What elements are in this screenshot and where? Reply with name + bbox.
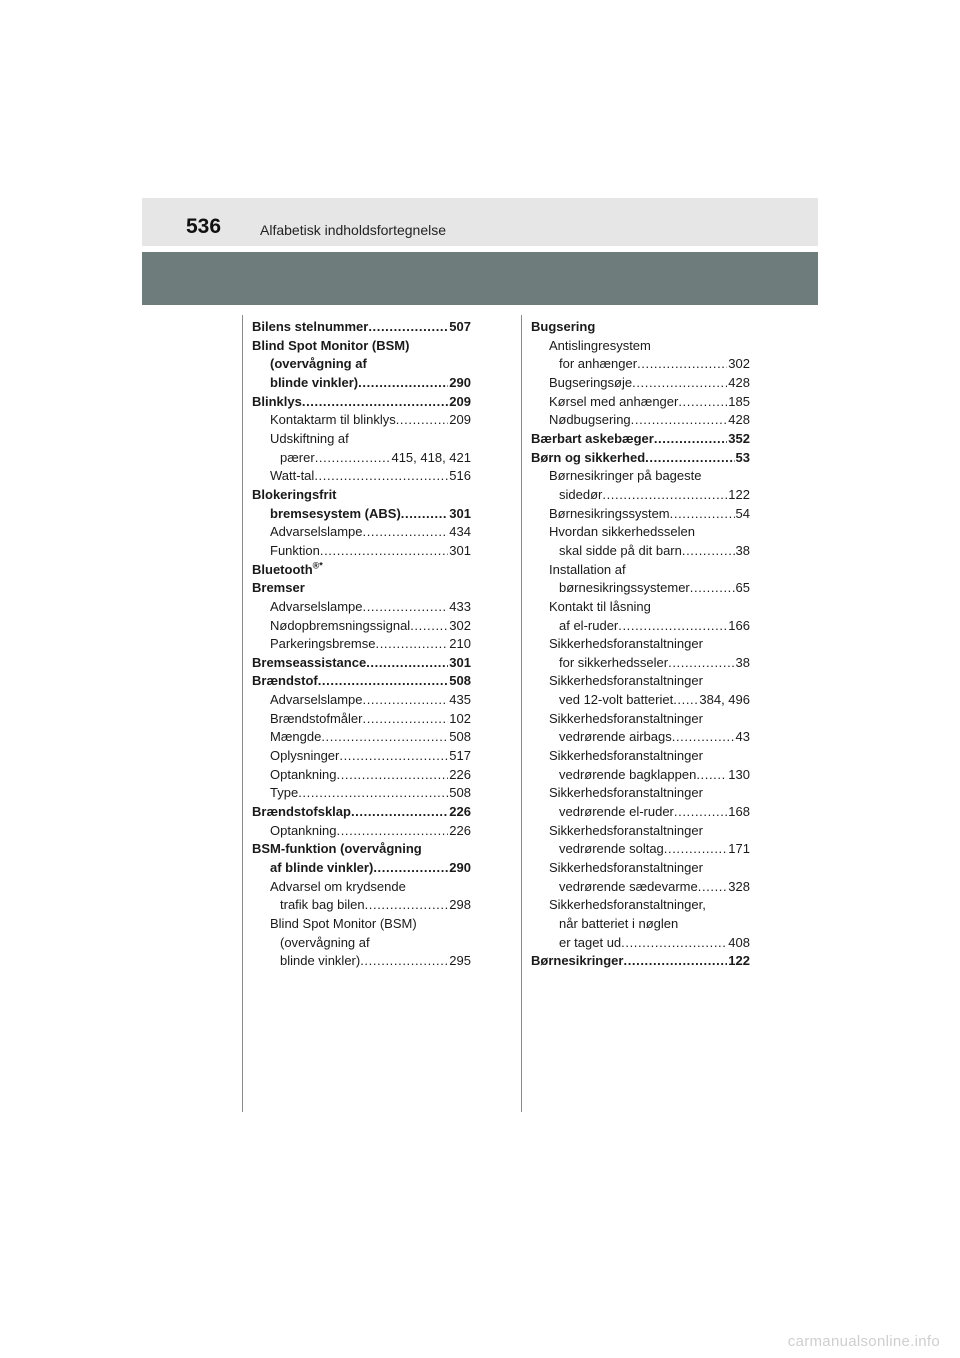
index-entry — [252, 505, 471, 524]
dot-leader — [623, 952, 727, 971]
index-entry — [531, 411, 750, 430]
index-entry — [252, 598, 471, 617]
index-entry-term: Bilens stelnummer — [252, 319, 369, 334]
index-entry — [252, 411, 471, 430]
index-entry-term: af blinde vinkler) — [270, 860, 374, 876]
index-entry — [531, 728, 750, 747]
index-entry — [531, 747, 750, 766]
index-entry — [252, 617, 471, 636]
index-entry-page: 38 — [735, 654, 750, 670]
dot-leader — [654, 430, 727, 449]
index-entry — [252, 449, 471, 468]
index-entry-term: Mængde — [270, 729, 322, 745]
index-entry — [252, 486, 471, 505]
index-entry — [531, 579, 750, 598]
index-entry — [252, 561, 471, 580]
index-entry — [252, 896, 471, 915]
index-entry — [252, 579, 471, 598]
index-entry-page: 226 — [449, 804, 471, 820]
dot-leader — [618, 617, 727, 636]
index-entry-term: Børnesikringer — [531, 953, 624, 969]
watermark-logo[interactable]: carmanualsonline.info — [787, 1333, 940, 1350]
index-entry — [252, 318, 471, 337]
index-entry-page: 508 — [449, 673, 471, 689]
dot-leader — [373, 859, 448, 878]
index-entry — [531, 337, 750, 356]
index-entry — [531, 374, 750, 393]
index-entry — [252, 878, 471, 897]
section-banner — [142, 252, 818, 305]
index-entry — [252, 355, 471, 374]
index-entry — [531, 523, 750, 542]
index-entry — [531, 710, 750, 729]
index-entry-term: Advarselslampe — [270, 598, 363, 614]
index-entry — [531, 393, 750, 412]
index-entry-term: bremsesystem (ABS) — [270, 505, 401, 521]
index-entry-term: vedrørende bagklappen — [559, 766, 697, 782]
index-entry — [252, 728, 471, 747]
index-entry-page: 517 — [449, 748, 471, 764]
dot-leader — [673, 691, 698, 710]
index-entry-term: Bluetooth®* — [252, 560, 323, 577]
index-entry-term: BSM-funktion (overvågning — [252, 841, 422, 857]
index-entry-term: Oplysninger — [270, 748, 340, 764]
index-entry — [252, 542, 471, 561]
index-entry-page: 290 — [449, 374, 471, 390]
index-entry-page: 435 — [449, 692, 471, 708]
index-entry-page: 185 — [728, 393, 750, 409]
index-entry-term: Sikkerhedsforanstaltninger, — [549, 897, 706, 913]
index-entry-term: ved 12-volt batteriet — [559, 692, 674, 708]
index-entry-term: når batteriet i nøglen — [559, 916, 679, 931]
index-entry-page: 168 — [728, 804, 750, 820]
index-entry-page: 65 — [735, 580, 750, 596]
index-entry — [531, 952, 750, 971]
index-entry-term: børnesikringssystemer — [559, 580, 690, 596]
index-entry-term: Blokeringsfrit — [252, 486, 337, 502]
index-entry — [531, 561, 750, 580]
index-entry-page: 508 — [449, 785, 471, 801]
index-entry-page: 508 — [449, 729, 471, 745]
index-entry-term: Type — [270, 785, 299, 801]
dot-leader — [674, 803, 727, 822]
index-entry-page: 408 — [728, 934, 750, 950]
dot-leader — [320, 542, 448, 561]
dot-leader — [670, 505, 735, 524]
index-entry — [531, 617, 750, 636]
index-entry-page: 301 — [449, 654, 471, 670]
index-entry-page: 102 — [449, 710, 471, 726]
index-entry — [531, 915, 750, 934]
index-entry — [252, 784, 471, 803]
index-entry-term: blinde vinkler) — [270, 374, 359, 390]
index-entry — [531, 430, 750, 449]
dot-leader — [668, 654, 734, 673]
index-entry-term: Optankning — [270, 822, 337, 838]
index-entry — [531, 486, 750, 505]
index-entry — [531, 355, 750, 374]
dot-leader — [351, 803, 448, 822]
dot-leader — [358, 374, 448, 393]
index-entry-term: Funktion — [270, 542, 320, 558]
page-title: Alfabetisk indholdsfortegnelse — [260, 222, 447, 238]
index-entry-term: Installation af — [549, 561, 626, 577]
index-entry-page: 171 — [728, 841, 750, 857]
index-entry — [531, 654, 750, 673]
index-entry-term: Kørsel med anhænger — [549, 393, 679, 409]
index-entry-term: af el-ruder — [559, 617, 619, 633]
index-entry — [531, 859, 750, 878]
index-entry — [531, 840, 750, 859]
index-entry — [531, 822, 750, 841]
dot-leader — [360, 952, 448, 971]
index-entry-term: Sikkerhedsforanstaltninger — [549, 785, 703, 801]
index-entry-term: Kontakt til låsning — [549, 598, 651, 614]
index-entry — [531, 449, 750, 468]
index-entry-term: for sikkerhedsseler — [559, 654, 669, 670]
index-entry-page: 38 — [735, 542, 750, 558]
index-entry — [531, 691, 750, 710]
index-entry — [252, 654, 471, 673]
index-entry-page: 166 — [728, 617, 750, 633]
index-entry-page: 298 — [449, 897, 471, 913]
index-entry-term: Blind Spot Monitor (BSM) — [252, 337, 410, 353]
dot-leader — [682, 542, 735, 561]
index-entry-term: skal sidde på dit barn — [559, 542, 682, 558]
index-column-right — [531, 318, 750, 971]
dot-leader — [362, 710, 448, 729]
index-entry-term: Sikkerhedsforanstaltninger — [549, 822, 703, 838]
index-entry-term: sidedør — [559, 486, 603, 502]
index-entry-page: 352 — [728, 430, 750, 446]
index-entry-term: Bærbart askebæger — [531, 430, 654, 446]
dot-leader — [366, 654, 448, 673]
index-entry-term: Børnesikringer på bageste — [549, 468, 702, 484]
index-entry — [531, 784, 750, 803]
dot-leader — [315, 449, 391, 468]
index-entry-term: Brændstofmåler — [270, 710, 363, 726]
page-number: 536 — [186, 215, 222, 238]
index-entry-term: Advarselslampe — [270, 692, 363, 708]
index-entry-page: 428 — [728, 412, 750, 428]
index-entry-page: 301 — [449, 505, 471, 521]
dot-leader — [696, 766, 727, 785]
index-column-left — [252, 318, 471, 971]
index-entry-page: 516 — [449, 468, 471, 484]
dot-leader — [672, 728, 735, 747]
dot-leader — [632, 374, 727, 393]
index-entry — [252, 635, 471, 654]
index-entry-page: 301 — [449, 542, 471, 558]
index-entry — [252, 934, 471, 953]
index-entry — [252, 859, 471, 878]
dot-leader — [645, 449, 734, 468]
index-entry-term: Udskiftning af — [270, 430, 349, 446]
index-entry-term: Advarsel om krydsende — [270, 878, 406, 894]
index-entry-term: Parkeringsbremse — [270, 636, 376, 652]
index-entry — [531, 766, 750, 785]
dot-leader — [339, 747, 448, 766]
index-entry-term: (overvågning af — [280, 934, 370, 950]
index-entry-term: vedrørende el-ruder — [559, 804, 674, 820]
dot-leader — [396, 411, 449, 430]
index-entry-page: 433 — [449, 598, 471, 614]
index-entry — [252, 915, 471, 934]
index-entry — [252, 430, 471, 449]
index-entry — [252, 840, 471, 859]
index-entry-term: vedrørende soltag — [559, 841, 664, 857]
index-entry — [531, 672, 750, 691]
dot-leader — [363, 598, 449, 617]
index-entry-page: 54 — [735, 505, 750, 521]
index-entry-page: 209 — [449, 412, 471, 428]
dot-leader — [365, 896, 449, 915]
index-entry — [252, 523, 471, 542]
index-entry-term: Bugsering — [531, 319, 596, 334]
index-entry-page: 209 — [449, 393, 471, 409]
dot-leader — [410, 617, 448, 636]
index-entry-page: 295 — [449, 953, 471, 969]
dot-leader — [337, 822, 449, 841]
index-entry-page: 328 — [728, 878, 750, 894]
dot-leader — [368, 318, 448, 337]
index-entry-term: Hvordan sikkerhedsselen — [549, 524, 695, 540]
index-entry-term: Blind Spot Monitor (BSM) — [270, 916, 417, 931]
index-entry — [531, 896, 750, 915]
index-entry-term: Kontaktarm til blinklys — [270, 412, 396, 428]
index-entry-term: Optankning — [270, 766, 337, 782]
index-entry-term: Bremseassistance — [252, 654, 367, 670]
dot-leader — [664, 840, 728, 859]
index-entry-page: 53 — [735, 449, 750, 465]
index-entry-term: for anhænger — [559, 356, 638, 372]
dot-leader — [318, 672, 449, 691]
index-entry — [531, 318, 750, 337]
index-entry-page: 210 — [449, 636, 471, 652]
dot-leader — [363, 523, 449, 542]
index-entry — [252, 467, 471, 486]
index-entry — [531, 505, 750, 524]
dot-leader — [637, 355, 727, 374]
index-entry-page: 384, 496 — [699, 692, 750, 708]
index-entry — [252, 374, 471, 393]
index-entry — [531, 635, 750, 654]
index-entry — [252, 803, 471, 822]
index-entry-term: er taget ud — [559, 934, 622, 950]
dot-leader — [321, 728, 448, 747]
index-entry-term: Bugseringsøje — [549, 374, 633, 390]
index-entry — [252, 691, 471, 710]
index-entry — [252, 766, 471, 785]
dot-leader — [690, 579, 735, 598]
index-entry-page: 122 — [728, 953, 750, 969]
index-entry-page: 428 — [728, 374, 750, 390]
index-entry — [531, 598, 750, 617]
column-divider-left — [242, 315, 243, 1112]
index-entry-term: Blinklys — [252, 393, 302, 409]
dot-leader — [602, 486, 727, 505]
index-entry-term: Sikkerhedsforanstaltninger — [549, 636, 703, 652]
index-entry-term: Nødbugsering — [549, 412, 631, 428]
index-entry-term: Sikkerhedsforanstaltninger — [549, 673, 703, 689]
header-band — [142, 198, 818, 246]
dot-leader — [401, 505, 449, 524]
index-entry-term: vedrørende sædevarme — [559, 878, 698, 894]
dot-leader — [298, 784, 448, 803]
index-entry — [252, 747, 471, 766]
index-entry-term: Sikkerhedsforanstaltninger — [549, 860, 703, 876]
index-entry-page: 43 — [735, 729, 750, 745]
index-entry-term: trafik bag bilen — [280, 897, 365, 913]
index-entry-term: Brændstofsklap — [252, 804, 351, 820]
index-entry-page: 122 — [728, 486, 750, 502]
index-entry-page: 226 — [449, 822, 471, 838]
index-entry-term: blinde vinkler) — [280, 953, 361, 969]
index-entry-term: Advarselslampe — [270, 524, 363, 540]
index-entry-term: Nødopbremsningssignal — [270, 617, 411, 633]
dot-leader — [363, 691, 449, 710]
index-entry-page: 226 — [449, 766, 471, 782]
index-entry — [252, 672, 471, 691]
index-entry-term: Sikkerhedsforanstaltninger — [549, 710, 703, 726]
index-entry-term: pærer — [280, 449, 315, 465]
index-entry — [531, 878, 750, 897]
index-entry-page: 507 — [449, 319, 471, 334]
index-entry-page: 290 — [449, 860, 471, 876]
index-entry-page: 302 — [728, 356, 750, 372]
index-entry-page: 302 — [449, 617, 471, 633]
index-entry — [531, 542, 750, 561]
dot-leader — [314, 467, 448, 486]
index-entry-term: Antislingresystem — [549, 337, 651, 353]
index-entry-page: 415, 418, 421 — [391, 449, 471, 465]
index-entry-page: 130 — [728, 766, 750, 782]
index-entry — [252, 822, 471, 841]
index-entry-term: vedrørende airbags — [559, 729, 672, 745]
index-entry-term: Bremser — [252, 580, 305, 596]
dot-leader — [698, 878, 728, 897]
dot-leader — [631, 411, 728, 430]
index-entry-page: 434 — [449, 524, 471, 540]
index-entry-term: Brændstof — [252, 673, 318, 689]
index-entry — [252, 393, 471, 412]
index-entry-term: Watt-tal — [270, 468, 315, 484]
index-entry — [252, 337, 471, 356]
index-entry — [531, 803, 750, 822]
index-entry — [531, 934, 750, 953]
index-entry-term: Børn og sikkerhed — [531, 449, 646, 465]
index-entry — [252, 710, 471, 729]
index-entry-term: (overvågning af — [270, 356, 367, 372]
index-entry — [252, 952, 471, 971]
dot-leader — [376, 635, 449, 654]
index-entry — [531, 467, 750, 486]
column-divider-middle — [521, 315, 522, 1112]
index-entry-term: Sikkerhedsforanstaltninger — [549, 748, 703, 764]
dot-leader — [337, 766, 449, 785]
index-entry-term: Børnesikringssystem — [549, 505, 670, 521]
dot-leader — [678, 393, 727, 412]
dot-leader — [621, 934, 727, 953]
dot-leader — [302, 393, 448, 412]
